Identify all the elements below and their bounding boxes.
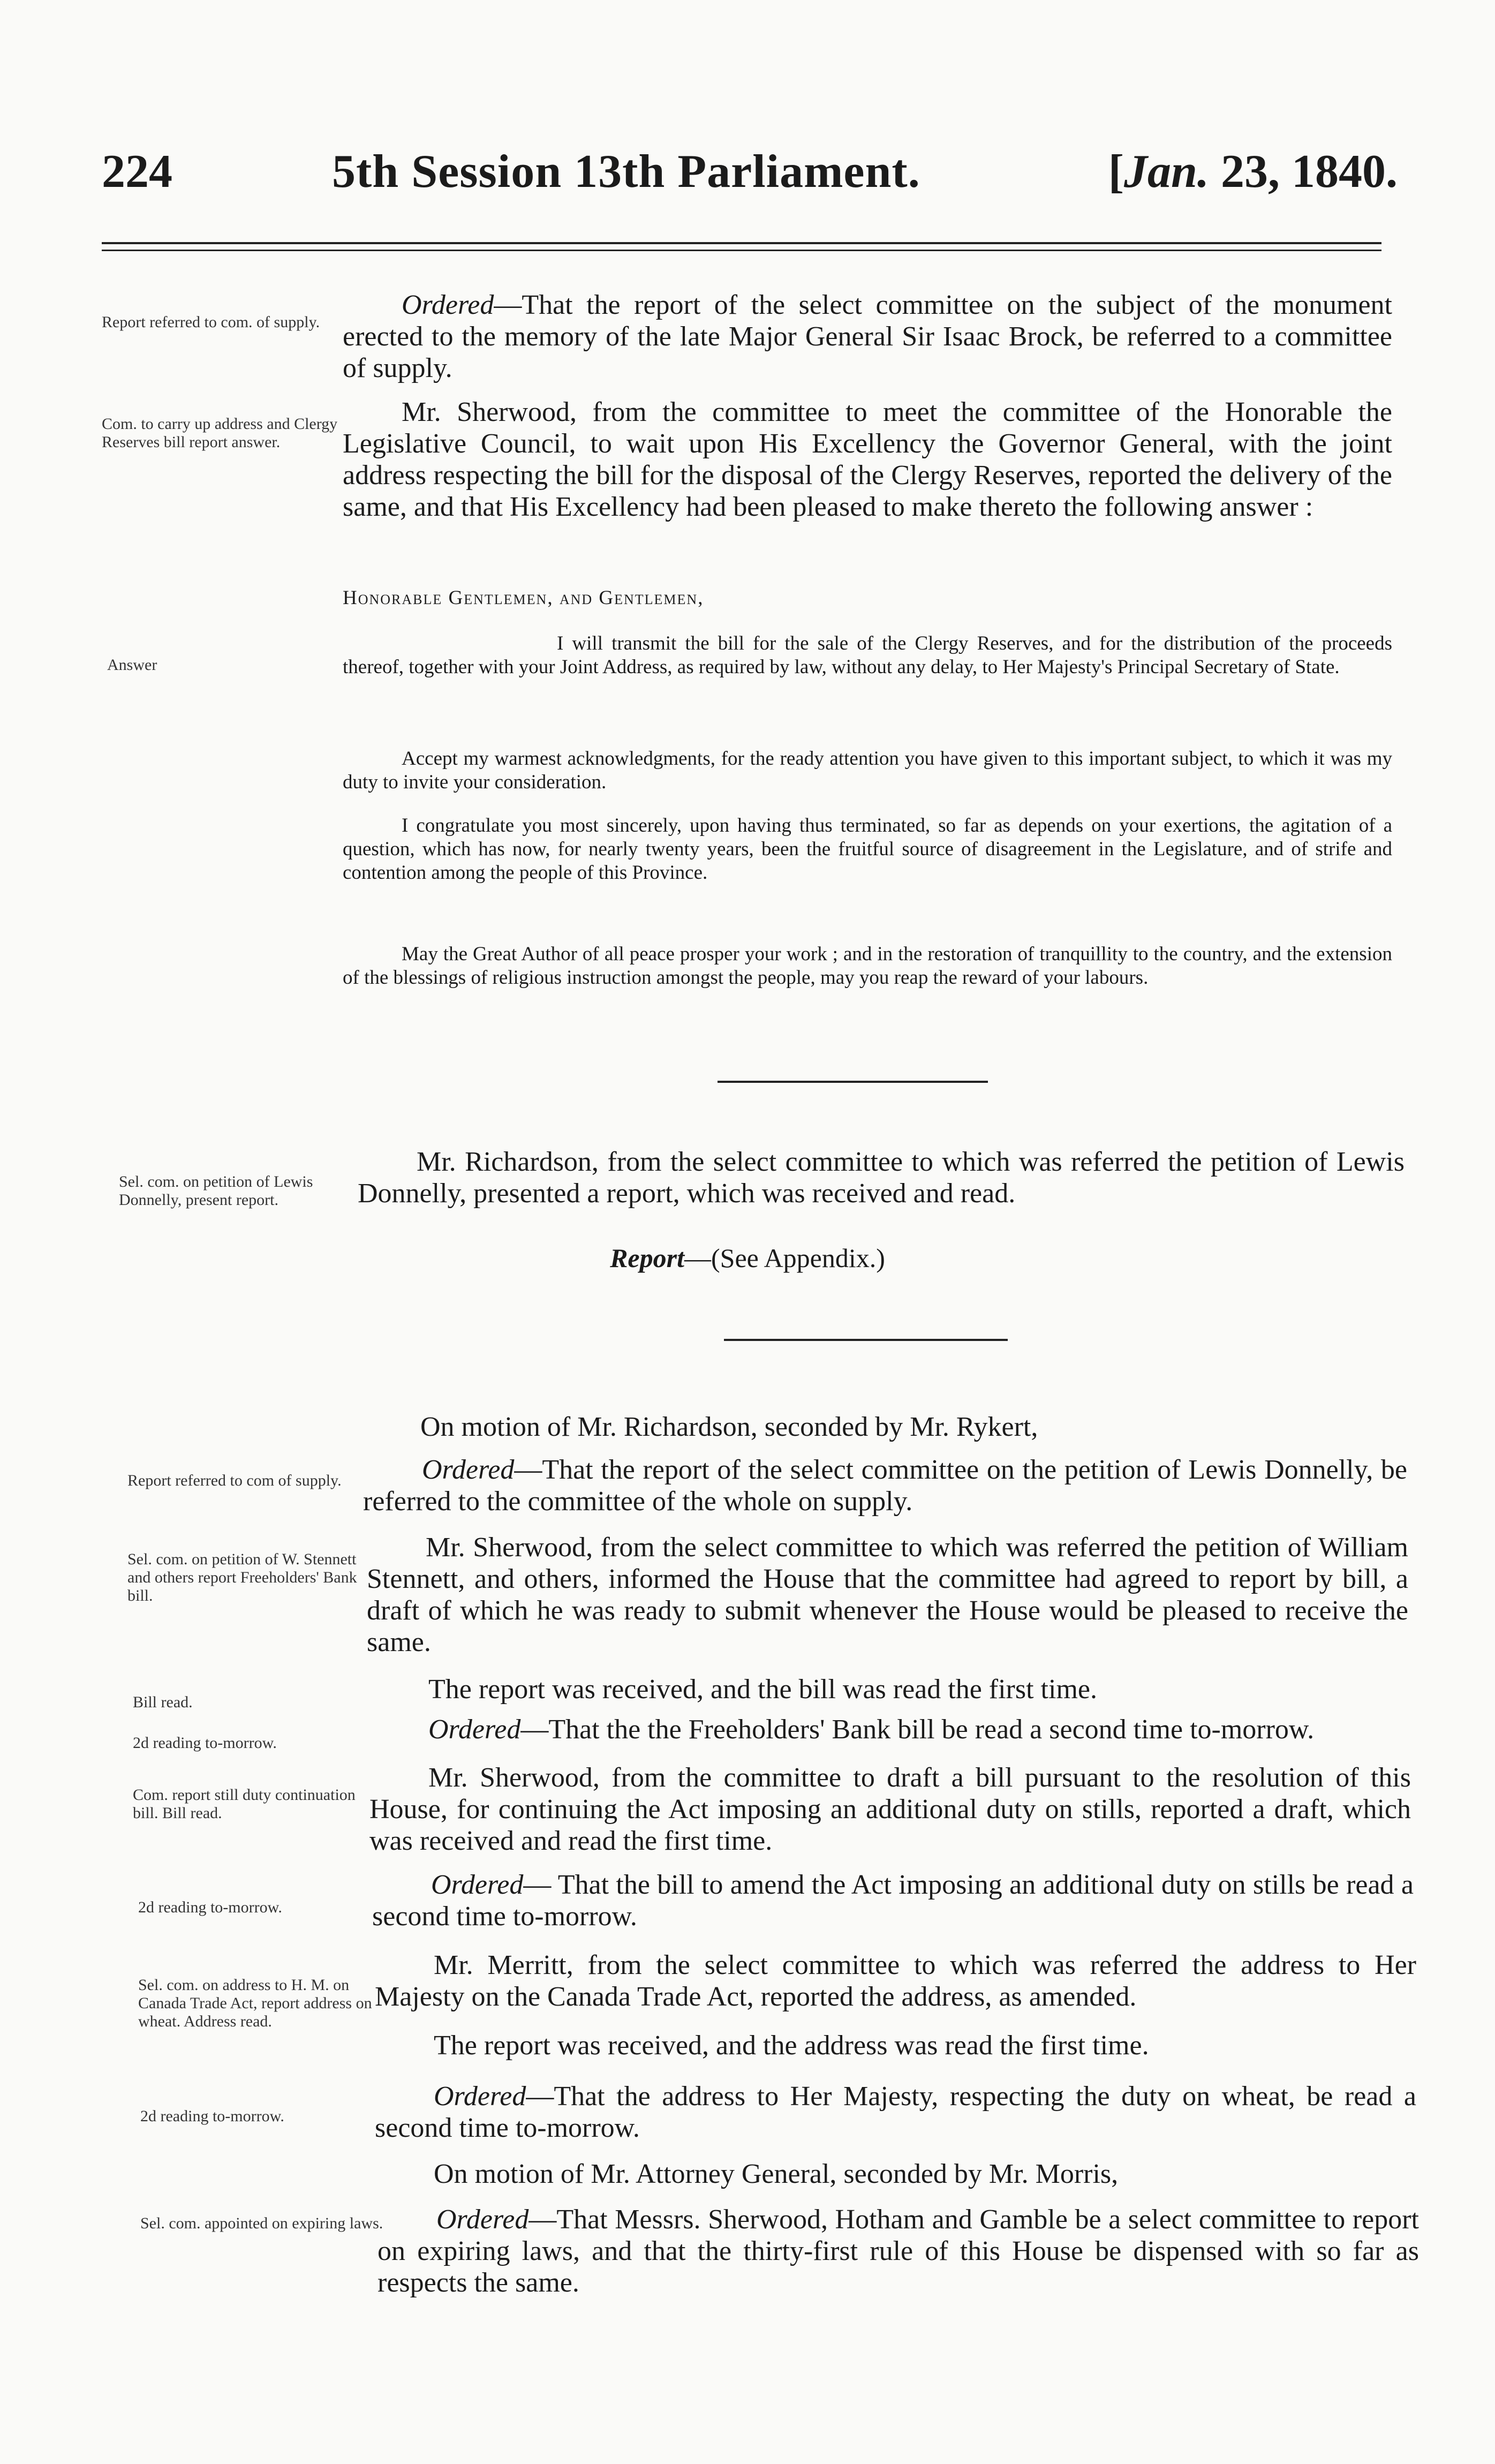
margin-note-brock: Report referred to com. of supply. [102, 313, 320, 331]
salutation-text: Honorable Gentlemen, and Gentlemen, [343, 587, 704, 609]
running-title: 5th Session 13th Parliament. [332, 146, 920, 198]
margin-note-second-reading-1: 2d reading to-morrow. [133, 1734, 277, 1752]
entry-expiring [377, 2204, 1419, 2299]
entry-second-reading-2-text: — That the bill to amend the Act imposing an additional duty on stills be read a second time to-morrow. [372, 1870, 1414, 1932]
motion-richardson: On motion of Mr. Richardson, seconded by Mr. Rykert, [420, 1412, 1038, 1442]
entry-second-reading-1-text: —That the the Freeholders' Bank bill be read a second time to-morrow. [520, 1714, 1315, 1745]
entry-stills: Mr. Sherwood, from the committee to draft a bill pursuant to the resolution of this House, for continuing the Act imposing an additional duty on stills, reported a draft, which was received and read the first time. [369, 1762, 1411, 1856]
entry-expiring-text: —That Messrs. Sherwood, Hotham and Gamble be a select committee to report on expiring laws, and that the thirty-first rule of this House be dispensed with so far as respects the same. [377, 2204, 1419, 2298]
date-month: Jan. [1124, 146, 1209, 198]
ordered-label: Ordered [434, 2081, 526, 2112]
report-appendix [0, 1242, 1495, 1274]
entry-brock [343, 289, 1392, 384]
margin-note-answer: Answer [107, 656, 157, 674]
margin-note-donnelly: Sel. com. on petition of Lewis Donnelly, present report. [119, 1173, 313, 1209]
margin-note-stennett: Sel. com. on petition of W. Stennett and others report Freeholders' Bank bill. [127, 1550, 357, 1604]
section-divider-2 [724, 1339, 1008, 1341]
header-date [1108, 145, 1398, 199]
entry-trade: Mr. Merritt, from the select committee to which was referred the address to Her Majesty on the Canada Trade Act, reported the address, as amended. [375, 1950, 1416, 2012]
entry-second-reading-3 [375, 2081, 1416, 2144]
answer-paragraph-4: May the Great Author of all peace prosper your work ; and in the restoration of tranquillity to the country, and the extension of the blessings of religious instruction amongst the people, may you reap the reward of your labours. [343, 943, 1392, 989]
entry-donnelly-supply-text: —That the report of the select committee on the petition of Lewis Donnelly, be referred to the committee of the whole on supply. [363, 1455, 1407, 1517]
report-label: Report [610, 1243, 684, 1273]
answer-paragraph-3: I congratulate you most sincerely, upon having thus terminated, so far as depends on your exertions, the agitation of a question, which has now, for nearly twenty years, been the fruitful source of disagreement in the Legislature, and of strife and contention among the people of this Province. [343, 815, 1392, 884]
entry-donnelly-supply [363, 1454, 1407, 1517]
margin-note-clergy: Com. to carry up address and Clergy Reserves bill report answer. [102, 415, 338, 451]
entry-second-reading-1 [369, 1714, 1411, 1745]
entry-second-reading-2 [372, 1869, 1414, 1932]
margin-note-donnelly-supply: Report referred to com of supply. [127, 1472, 342, 1489]
page-number: 224 [102, 146, 172, 198]
ordered-label: Ordered [431, 1870, 524, 1900]
answer-salutation [343, 586, 1392, 610]
ordered-label: Ordered [422, 1455, 515, 1485]
entry-trade-read: The report was received, and the address was read the first time. [434, 2030, 1149, 2061]
report-rest: —(See Appendix.) [684, 1243, 885, 1273]
margin-note-second-reading-3: 2d reading to-morrow. [140, 2107, 284, 2125]
ordered-label: Ordered [402, 290, 494, 320]
entry-brock-text: —That the report of the select committee on the subject of the monument erected to the memory of the late Major General Sir Isaac Brock, be referred to a committee of supply. [343, 290, 1392, 383]
page-header [102, 145, 1398, 214]
margin-note-second-reading-2: 2d reading to-morrow. [138, 1898, 282, 1916]
margin-note-trade: Sel. com. on address to H. M. on Canada Trade Act, report address on wheat. Address read. [138, 1976, 372, 2030]
date-bracket: [ [1108, 146, 1124, 198]
entry-clergy: Mr. Sherwood, from the committee to meet the committee of the Honorable the Legislative Council, to wait upon His Excellency the Governor General, with the joint address respecting the bill for the disposal of the Clergy Reserves, reported the delivery of the same, and that His Excellency had been pleased to make thereto the following answer : [343, 397, 1392, 522]
ordered-label: Ordered [428, 1714, 521, 1745]
answer-paragraph-2: Accept my warmest acknowledgments, for the ready attention you have given to this important subject, to which it was my duty to invite your consideration. [343, 748, 1392, 793]
header-rule [102, 242, 1381, 251]
section-divider-1 [718, 1081, 988, 1083]
margin-note-stills: Com. report still duty continuation bill. Bill read. [133, 1786, 356, 1822]
entry-second-reading-3-text: —That the address to Her Majesty, respecting the duty on wheat, be read a second time to-morrow. [375, 2081, 1416, 2143]
answer-paragraph-1: I will transmit the bill for the sale of the Clergy Reserves, and for the distribution of the proceeds thereof, together with your Joint Address, as required by law, without any delay, to Her Majesty's Principal Secretary of State. [343, 632, 1392, 678]
date-rest: 23, 1840. [1209, 146, 1398, 198]
margin-note-expiring: Sel. com. appointed on expiring laws. [140, 2214, 383, 2232]
margin-note-bill-read: Bill read. [133, 1693, 193, 1711]
ordered-label: Ordered [436, 2204, 529, 2235]
entry-bill-read: The report was received, and the bill was read the first time. [428, 1674, 1097, 1705]
motion-attorney-general: On motion of Mr. Attorney General, seconded by Mr. Morris, [434, 2159, 1119, 2189]
entry-stennett: Mr. Sherwood, from the select committee to which was referred the petition of William Stennett, and others, informed the House that the committee had agreed to report by bill, a draft of which he was ready to submit whenever the House would be pleased to receive the same. [367, 1532, 1408, 1657]
entry-donnelly: Mr. Richardson, from the select committee to which was referred the petition of Lewis Donnelly, presented a report, which was received and read. [358, 1147, 1405, 1209]
